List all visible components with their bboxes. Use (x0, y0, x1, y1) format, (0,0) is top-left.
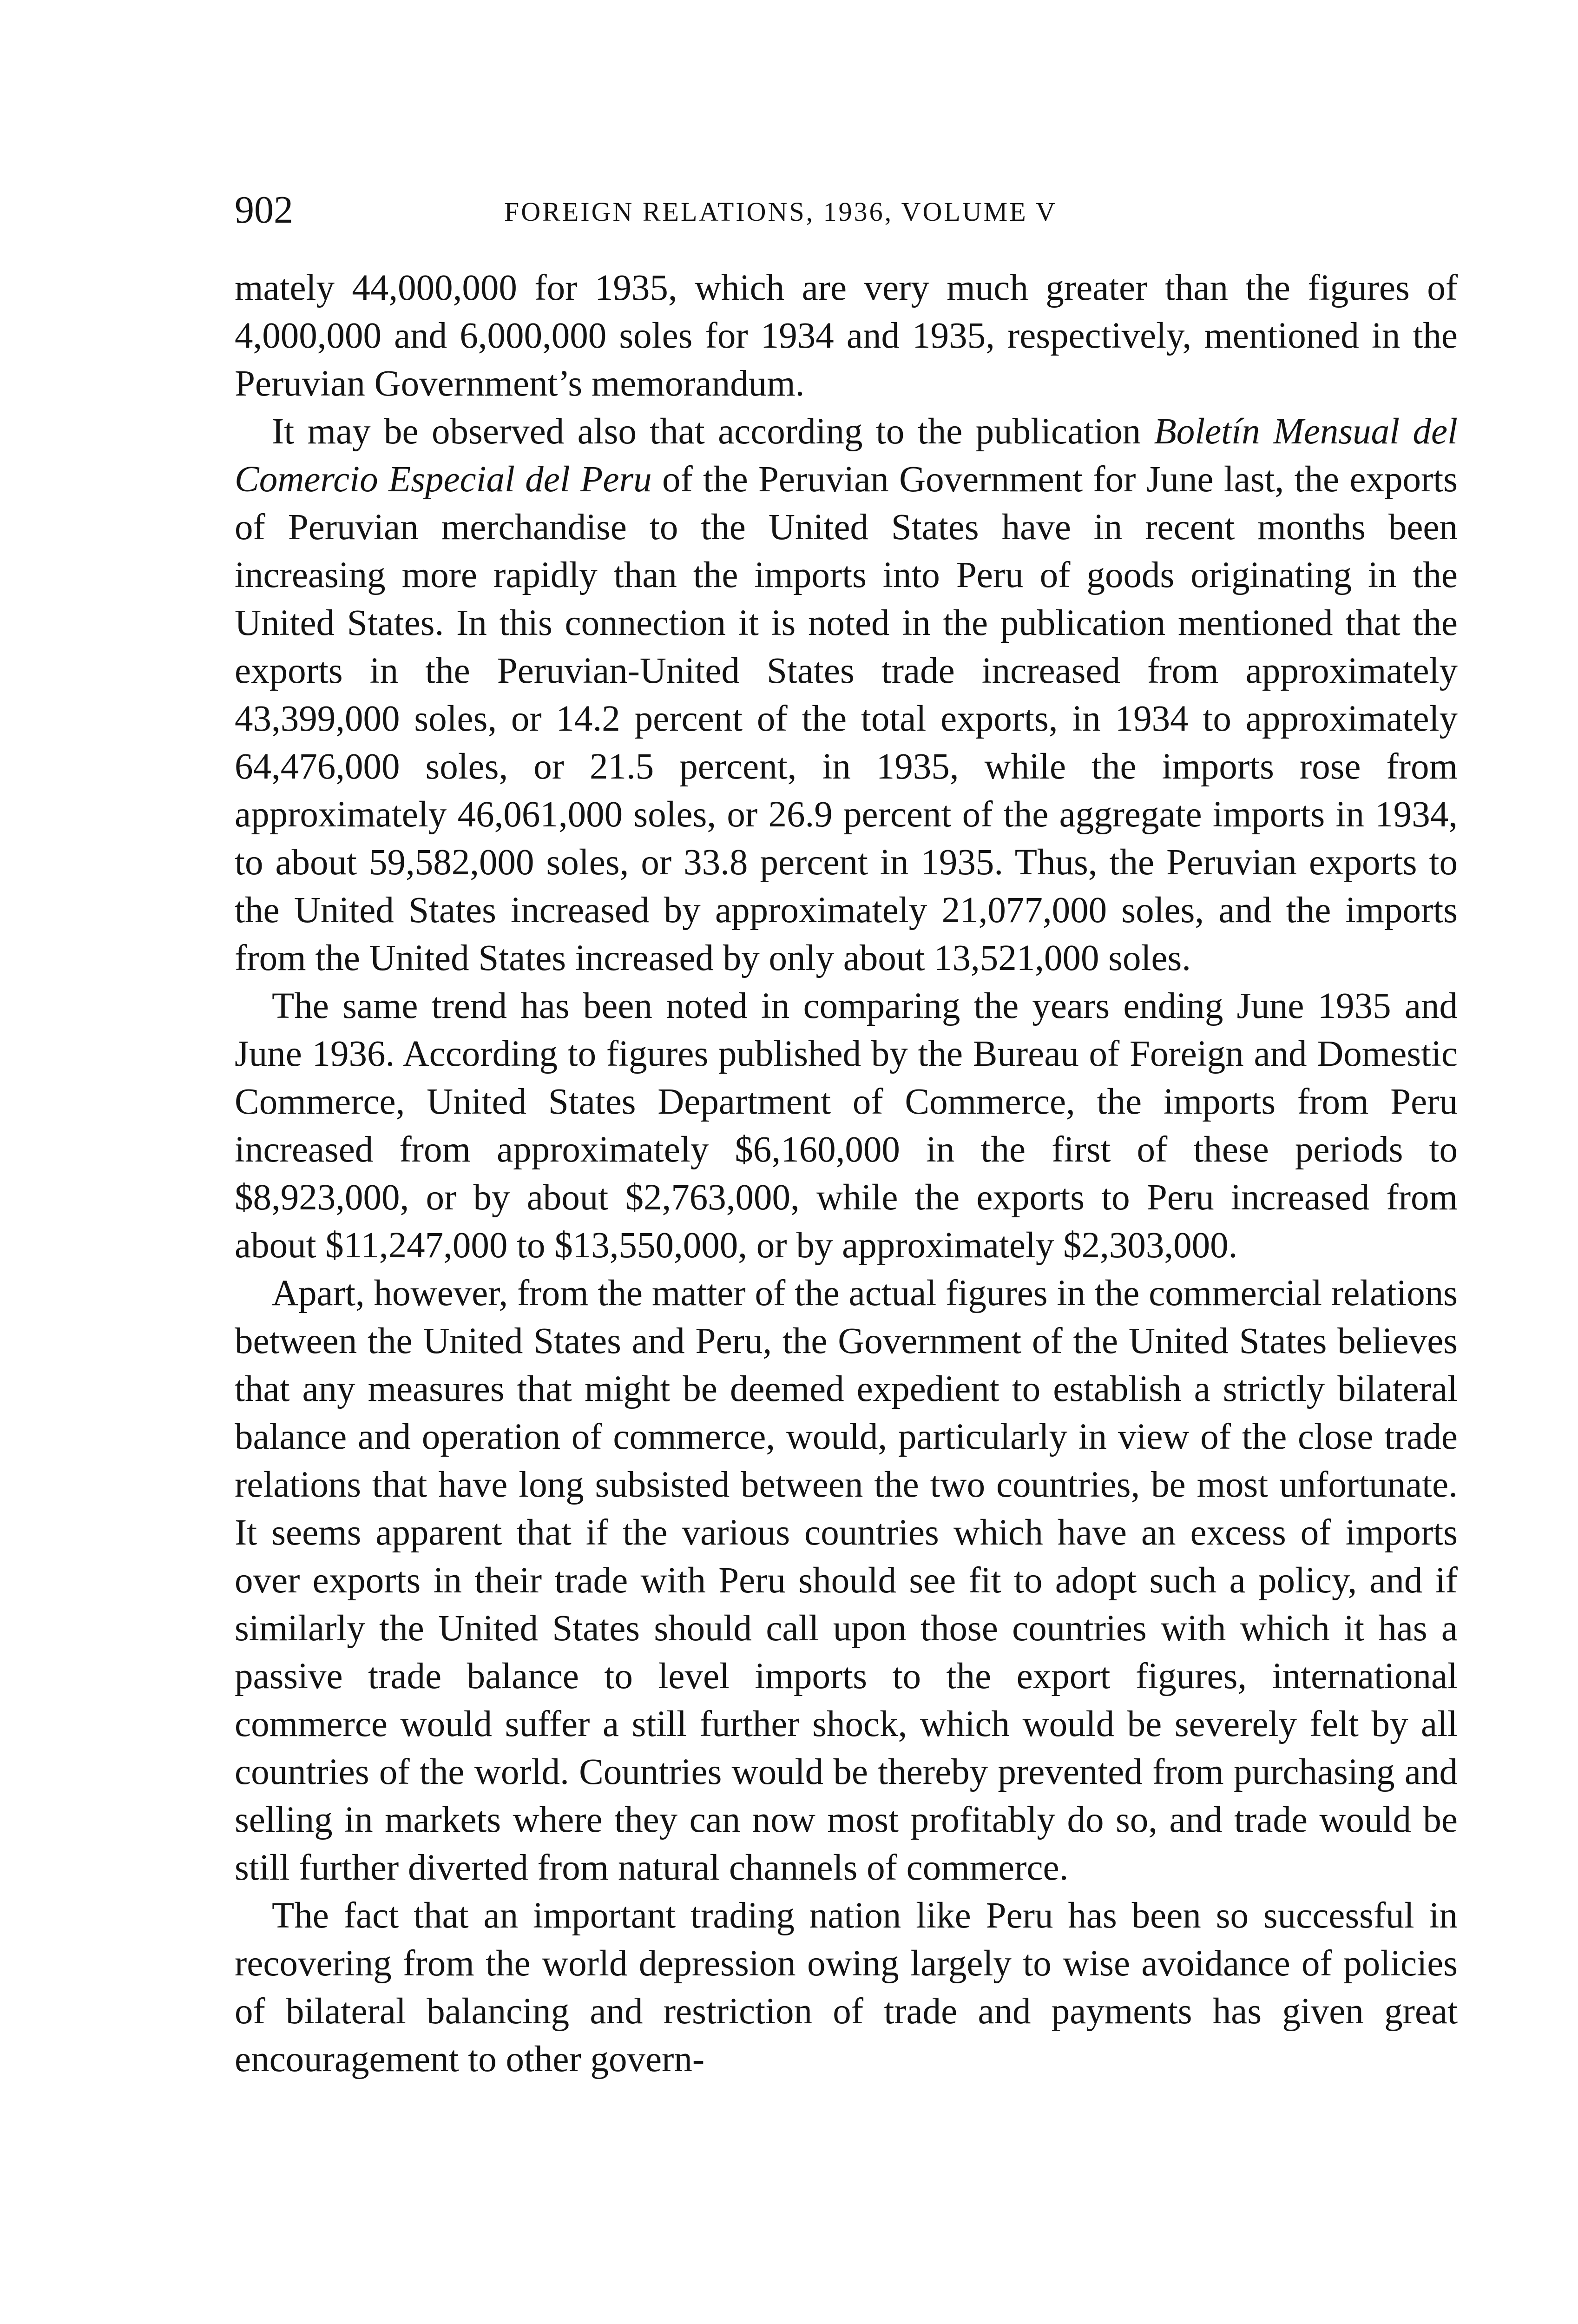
page-header (235, 182, 1458, 238)
publication-title: Boletín Mensual del Comercio Especial del Peru (235, 411, 1458, 500)
paragraph-5: The fact that an important trading nation like Peru has been so successful in recovering from the world depression owing largely to wise avoidance of policies of bilateral balancing and restriction of trade and payments has given great encouragement to other govern- (235, 1895, 1458, 2080)
page-number: 902 (235, 188, 293, 231)
body-text (235, 264, 1458, 2083)
paragraph-2-rest: of the Peruvian Government for June last, the exports of Peruvian merchandise to the United States have in recent months been increasing more rapidly than the imports into Peru of goods originating in the United States. In this connection it is noted in the publication mentioned that the exports in the Peruvian-United States trade increased from approximately 43,399,000 soles, or 14.2 percent of the total exports, in 1934 to approximately 64,476,000 soles, or 21.5 percent, in 1935, while the imports rose from approximately 46,061,000 soles, or 26.9 percent of the aggregate imports in 1934, to about 59,582,000 soles, or 33.8 percent in 1935. Thus, the Peruvian exports to the United States increased by approximately 21,077,000 soles, and the imports from the United States increased by only about 13,521,000 soles. (235, 459, 1458, 978)
paragraph-4: Apart, however, from the matter of the actual figures in the commercial relations between the United States and Peru, the Government of the United States believes that any measures that might be deemed expedient to establish a strictly bilateral balance and operation of commerce, would, particularly in view of the close trade relations that have long subsisted between the two countries, be most unfortunate. It seems apparent that if the various countries which have an excess of imports over exports in their trade with Peru should see fit to adopt such a policy, and if similarly the United States should call upon those countries with which it has a passive trade balance to level imports to the export figures, international commerce would suffer a still further shock, which would be severely felt by all countries of the world. Countries would be thereby prevented from purchasing and selling in markets where they can now most profitably do so, and trade would be still further diverted from natural channels of commerce. (235, 1273, 1458, 1888)
paragraph-2 (235, 408, 1458, 982)
running-head: FOREIGN RELATIONS, 1936, VOLUME V (504, 197, 1057, 227)
paragraph-2-lead: It may be observed also that according to the publication (272, 411, 1154, 452)
paragraph-3: The same trend has been noted in comparing the years ending June 1935 and June 1936. According to figures published by the Bureau of Foreign and Domestic Commerce, United States Department of Commerce, the imports from Peru increased from approximately $6,160,000 in the first of these periods to $8,923,000, or by about $2,763,000, while the exports to Peru increased from about $11,247,000 to $13,550,000, or by approximately $2,303,000. (235, 986, 1458, 1266)
paragraph-1: mately 44,000,000 for 1935, which are very much greater than the figures of 4,000,000 and 6,000,000 soles for 1934 and 1935, respectively, mentioned in the Peruvian Government’s memorandum. (235, 268, 1458, 404)
